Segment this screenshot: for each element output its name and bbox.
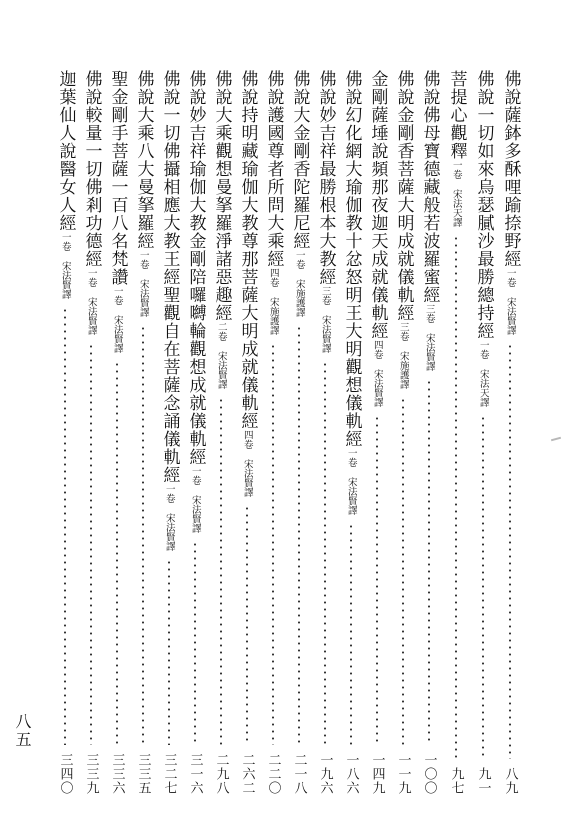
entry-title: 佛說金剛香菩薩大明成就儀軌經: [393, 70, 414, 322]
toc-entry: [235, 70, 259, 795]
entry-translator: 宋法賢譯: [59, 261, 71, 299]
toc-entry: [339, 70, 363, 795]
entry-heading: [135, 70, 152, 317]
entry-page-number: 一八六: [343, 753, 359, 795]
entry-heading: [395, 70, 412, 389]
entry-title: 佛說較量一切佛剎功德經: [81, 70, 102, 268]
entry-translator: 宋法賢譯: [241, 459, 253, 497]
dot-leader: [455, 235, 457, 759]
entry-translator: 宋法賢譯: [189, 495, 201, 533]
dot-leader: [298, 325, 300, 745]
entry-volumes: 三卷: [397, 322, 409, 341]
toc-entry: [365, 70, 389, 795]
entry-heading: [187, 70, 204, 533]
entry-translator: 宋法賢譯: [345, 477, 357, 515]
entry-volumes: 一卷: [59, 232, 71, 251]
dot-leader: [482, 415, 484, 759]
toc-entry: [209, 70, 233, 795]
entry-translator: 宋施護譯: [293, 279, 305, 317]
entry-translator: 宋法賢譯: [319, 315, 331, 353]
entry-translator: 宋法賢譯: [215, 351, 227, 389]
entry-page-number: 一四九: [369, 753, 385, 795]
toc-entry: [313, 70, 337, 795]
entry-translator: 宋施護譯: [397, 351, 409, 389]
entry-page-number: 九一: [475, 767, 491, 795]
toc-entry: [183, 70, 207, 795]
entry-translator: 宋法賢譯: [111, 315, 123, 353]
entry-page-number: 二二〇: [265, 753, 281, 795]
toc-entry: [417, 70, 441, 795]
entry-title: 佛說薩鉢多酥哩踰捺野經: [500, 70, 521, 268]
entry-heading: [161, 70, 178, 551]
entry-heading: [421, 70, 438, 371]
dot-leader: [64, 307, 66, 745]
entry-heading: [109, 70, 126, 353]
dot-leader: [220, 397, 222, 745]
entry-volumes: 一卷: [450, 160, 462, 179]
entry-title: 迦葉仙人說醫女人經: [55, 70, 76, 232]
entry-volumes: 四卷: [241, 430, 253, 449]
entry-volumes: 一卷: [163, 484, 175, 503]
entry-heading: [475, 70, 492, 407]
entry-translator: 宋法賢譯: [371, 369, 383, 407]
folio-number: 八五: [13, 713, 32, 749]
dot-leader: [324, 361, 326, 745]
entry-translator: 宋施護譯: [267, 297, 279, 335]
entry-volumes: 一卷: [85, 268, 97, 287]
entry-page-number: 二九八: [213, 753, 229, 795]
entry-page-number: 九七: [448, 767, 464, 795]
toc-entry: [391, 70, 415, 795]
entry-volumes: 一卷: [504, 268, 516, 287]
entry-volumes: 二卷: [215, 322, 227, 341]
entry-heading: [317, 70, 334, 353]
entry-page-number: 八九: [502, 767, 518, 795]
entry-heading: [291, 70, 308, 317]
dot-leader: [402, 397, 404, 745]
dot-leader: [376, 415, 378, 745]
dot-leader: [194, 541, 196, 745]
entry-page-number: 二六二: [239, 753, 255, 795]
entry-title: 佛說妙吉祥最勝根本大教經: [315, 70, 336, 286]
entry-title: 佛說大金剛香陀羅尼經: [289, 70, 310, 250]
entry-page-number: 一九六: [317, 753, 333, 795]
entry-volumes: 一卷: [345, 448, 357, 467]
entry-heading: [448, 70, 465, 227]
toc-entry: [79, 70, 103, 795]
dot-leader: [246, 505, 248, 745]
entry-volumes: 一卷: [189, 466, 201, 485]
scan-speck: [551, 437, 561, 442]
entry-translator: 宋法賢譯: [85, 297, 97, 335]
entry-heading: [83, 70, 100, 335]
entry-title: 菩提心觀釋: [446, 70, 467, 160]
entry-translator: 宋法賢譯: [137, 279, 149, 317]
entry-translator: 宋法賢譯: [163, 513, 175, 551]
toc-entry: [444, 70, 468, 795]
toc-entry: [471, 70, 495, 795]
toc-entry: [498, 70, 522, 795]
entry-volumes: 一卷: [477, 340, 489, 359]
toc-entry: [105, 70, 129, 795]
entry-heading: [343, 70, 360, 515]
entry-page-number: 三三九: [83, 753, 99, 795]
entry-volumes: 三卷: [319, 286, 331, 305]
entry-title: 金剛薩埵說頻那夜迦天成就儀軌經: [367, 70, 388, 340]
entry-page-number: 三四〇: [57, 753, 73, 795]
entry-heading: [369, 70, 386, 407]
entry-heading: [213, 70, 230, 389]
entry-title: 佛說一切如來烏瑟膩沙最勝總持經: [473, 70, 494, 340]
entry-translator: 宋法賢譯: [423, 333, 435, 371]
entry-page-number: 一〇〇: [421, 753, 437, 795]
entry-title: 佛說大乘觀想曼拏羅淨諸惡趣經: [211, 70, 232, 322]
entry-title: 佛說妙吉祥瑜伽大教金剛陪囉嚩輪觀想成就儀軌經: [185, 70, 206, 466]
entry-heading: [265, 70, 282, 335]
toc-entry: [261, 70, 285, 795]
entry-heading: [57, 70, 74, 299]
entry-volumes: 三卷: [423, 304, 435, 323]
entry-volumes: 四卷: [371, 340, 383, 359]
entry-title: 佛說一切佛攝相應大教王經聖觀自在菩薩念誦儀軌經: [159, 70, 180, 484]
entry-page-number: 三一六: [187, 753, 203, 795]
entry-title: 聖金剛手菩薩一百八名梵讚: [107, 70, 128, 286]
entry-page-number: 三二七: [161, 753, 177, 795]
dot-leader: [428, 379, 430, 745]
dot-leader: [272, 343, 274, 745]
entry-heading: [502, 70, 519, 335]
dot-leader: [116, 361, 118, 745]
toc-entry: [287, 70, 311, 795]
entry-heading: [239, 70, 256, 497]
entry-title: 佛說持明藏瑜伽大教尊那菩薩大明成就儀軌經: [237, 70, 258, 430]
dot-leader: [509, 343, 511, 759]
dot-leader: [90, 343, 92, 745]
entry-page-number: 一一九: [395, 753, 411, 795]
toc-entry: [131, 70, 155, 795]
entry-translator: 宋法賢譯: [504, 297, 516, 335]
dot-leader: [350, 523, 352, 745]
toc-entry: [53, 70, 77, 795]
entry-title: 佛說護國尊者所問大乘經: [263, 70, 284, 268]
entry-title: 佛說大乘八大曼拏羅經: [133, 70, 154, 250]
dot-leader: [142, 325, 144, 745]
entry-page-number: 三三六: [109, 753, 125, 795]
entry-translator: 宋法天譯: [477, 369, 489, 407]
entry-page-number: 二一八: [291, 753, 307, 795]
entry-volumes: 一卷: [293, 250, 305, 269]
entry-volumes: 一卷: [111, 286, 123, 305]
entry-volumes: 四卷: [267, 268, 279, 287]
entry-volumes: 一卷: [137, 250, 149, 269]
entry-title: 佛說佛母寶德藏般若波羅蜜經: [419, 70, 440, 304]
toc-entry: [157, 70, 181, 795]
entry-translator: 宋法天譯: [450, 189, 462, 227]
entry-page-number: 三三五: [135, 753, 151, 795]
dot-leader: [168, 559, 170, 745]
entry-title: 佛說幻化網大瑜伽教十忿怒明王大明觀想儀軌經: [341, 70, 362, 448]
